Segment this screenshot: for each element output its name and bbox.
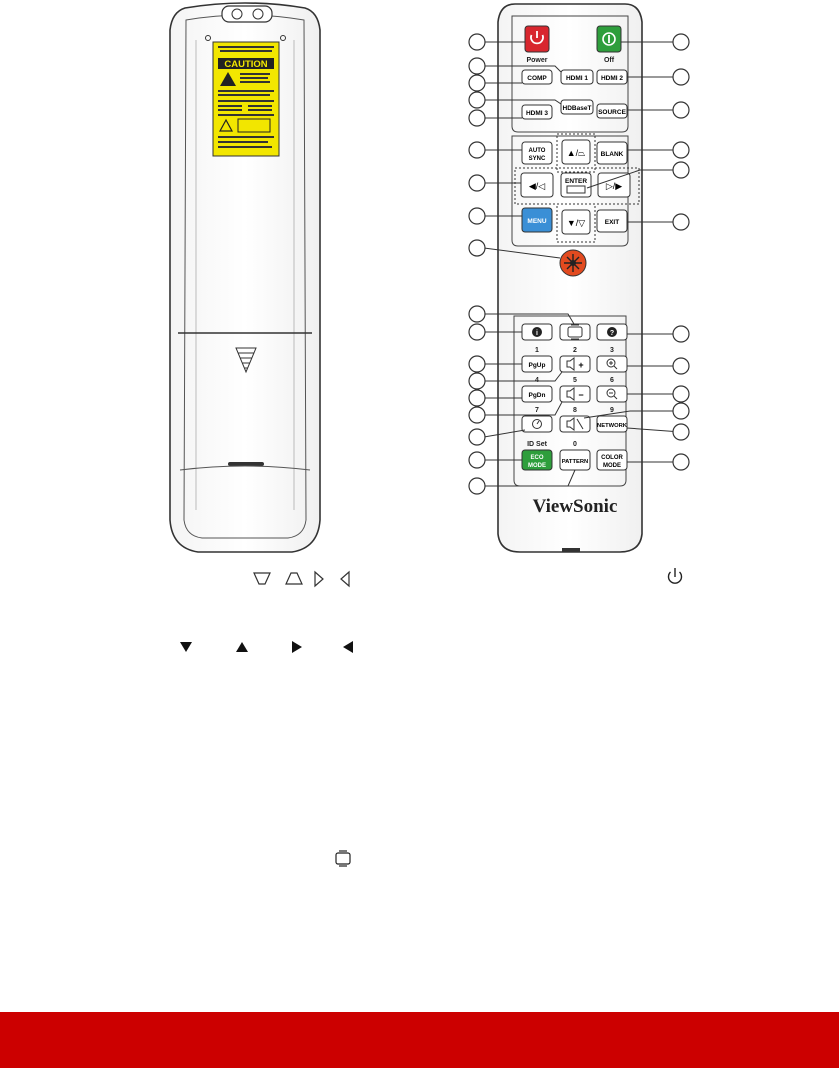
digit-7: 7 bbox=[535, 407, 539, 414]
keystone-button[interactable] bbox=[560, 324, 590, 340]
exit-button[interactable] bbox=[597, 210, 627, 232]
id-set-label: ID Set bbox=[527, 441, 547, 448]
arrow-up-icon bbox=[236, 642, 248, 652]
keystone-outline-icons bbox=[254, 572, 349, 586]
svg-text:▲/⏢: ▲/⏢ bbox=[566, 148, 586, 158]
remote-back bbox=[170, 3, 320, 552]
pgdn-button[interactable] bbox=[522, 386, 552, 402]
power-button[interactable] bbox=[525, 26, 549, 52]
keystone-down-button[interactable] bbox=[562, 210, 590, 234]
timer-button[interactable] bbox=[522, 416, 552, 432]
left-button[interactable] bbox=[521, 173, 553, 197]
arrow-icons bbox=[180, 641, 353, 653]
arrow-right-icon bbox=[292, 641, 302, 653]
color-mode-button[interactable] bbox=[597, 450, 627, 470]
svg-text:ENTER: ENTER bbox=[564, 178, 588, 185]
eco-mode-button[interactable] bbox=[522, 450, 552, 470]
svg-text:MODE: MODE bbox=[528, 463, 546, 469]
svg-text:PgDn: PgDn bbox=[528, 392, 546, 399]
arrow-left-icon bbox=[343, 641, 353, 653]
arrow-down-icon bbox=[180, 642, 192, 652]
info-button[interactable] bbox=[522, 324, 552, 340]
zoom-in-button[interactable] bbox=[597, 356, 627, 372]
brand-logo: ViewSonic bbox=[532, 496, 618, 517]
svg-text:HDMI 3: HDMI 3 bbox=[525, 110, 549, 117]
svg-text:MODE: MODE bbox=[603, 463, 621, 469]
svg-text:ECO: ECO bbox=[530, 455, 544, 461]
help-icon: ? bbox=[609, 330, 615, 337]
blank-button[interactable] bbox=[597, 142, 627, 164]
legend-power-icon bbox=[669, 568, 682, 583]
pgup-button[interactable] bbox=[522, 356, 552, 372]
svg-text:+: + bbox=[578, 360, 584, 370]
svg-text:BLANK: BLANK bbox=[600, 151, 624, 158]
svg-text:HDBaseT: HDBaseT bbox=[562, 105, 592, 112]
digit-4: 4 bbox=[535, 377, 539, 384]
caution-label bbox=[213, 42, 279, 156]
svg-text:PATTERN: PATTERN bbox=[561, 459, 589, 465]
svg-text:EXIT: EXIT bbox=[604, 219, 620, 226]
pattern-button[interactable] bbox=[560, 450, 590, 470]
svg-text:NETWORK: NETWORK bbox=[597, 423, 627, 429]
digit-0: 0 bbox=[573, 441, 577, 448]
svg-text:AUTO: AUTO bbox=[528, 148, 546, 154]
off-button[interactable] bbox=[597, 26, 621, 52]
svg-text:COMP: COMP bbox=[527, 75, 547, 82]
comp-button[interactable] bbox=[522, 70, 552, 84]
source-button[interactable] bbox=[597, 104, 627, 118]
laser-button[interactable] bbox=[560, 250, 586, 276]
laser-icon bbox=[570, 260, 576, 266]
svg-text:▼/▽: ▼/▽ bbox=[566, 218, 586, 228]
digit-5: 5 bbox=[573, 377, 577, 384]
svg-text:◀/◁: ◀/◁ bbox=[528, 181, 546, 191]
svg-text:COLOR: COLOR bbox=[601, 455, 623, 461]
auto-sync-button[interactable] bbox=[522, 142, 552, 164]
keystone-right-outline-icon bbox=[315, 572, 323, 586]
power-label: Power bbox=[526, 57, 548, 64]
caution-heading: CAUTION bbox=[224, 59, 268, 70]
info-icon: i bbox=[536, 330, 538, 337]
keystone-left-outline-icon bbox=[341, 572, 349, 586]
svg-text:−: − bbox=[578, 390, 584, 400]
svg-text:SYNC: SYNC bbox=[528, 156, 546, 162]
enter-button[interactable] bbox=[561, 173, 591, 197]
digit-1: 1 bbox=[535, 347, 539, 354]
keystone-up-button[interactable] bbox=[562, 140, 590, 164]
volume-down-button[interactable] bbox=[560, 386, 590, 402]
hdbaset-button[interactable] bbox=[561, 100, 593, 114]
off-label: Off bbox=[603, 57, 615, 64]
menu-button[interactable] bbox=[522, 208, 552, 232]
svg-text:HDMI 2: HDMI 2 bbox=[600, 75, 624, 82]
hdmi3-button[interactable] bbox=[522, 105, 552, 119]
svg-text:SOURCE: SOURCE bbox=[598, 109, 626, 116]
digit-3: 3 bbox=[610, 347, 614, 354]
volume-up-button[interactable] bbox=[560, 356, 590, 372]
help-button[interactable] bbox=[597, 324, 627, 340]
right-button[interactable] bbox=[598, 173, 630, 197]
footer-bar bbox=[0, 1012, 839, 1068]
digit-9: 9 bbox=[610, 407, 614, 414]
digit-6: 6 bbox=[610, 377, 614, 384]
svg-text:▷/▶: ▷/▶ bbox=[605, 181, 623, 191]
svg-text:MENU: MENU bbox=[527, 218, 547, 225]
svg-text:HDMI 1: HDMI 1 bbox=[565, 75, 589, 82]
digit-2: 2 bbox=[573, 347, 577, 354]
hdmi2-button[interactable] bbox=[597, 70, 627, 84]
zoom-out-button[interactable] bbox=[597, 386, 627, 402]
network-button[interactable] bbox=[597, 416, 628, 432]
mute-button[interactable] bbox=[560, 416, 590, 432]
digit-8: 8 bbox=[573, 407, 577, 414]
legend-keystone-icon bbox=[336, 851, 350, 866]
hdmi1-button[interactable] bbox=[561, 70, 593, 84]
ir-window bbox=[222, 6, 272, 22]
keystone-down-outline-icon bbox=[254, 573, 270, 584]
svg-text:PgUp: PgUp bbox=[528, 362, 546, 369]
keystone-up-outline-icon bbox=[286, 573, 302, 584]
